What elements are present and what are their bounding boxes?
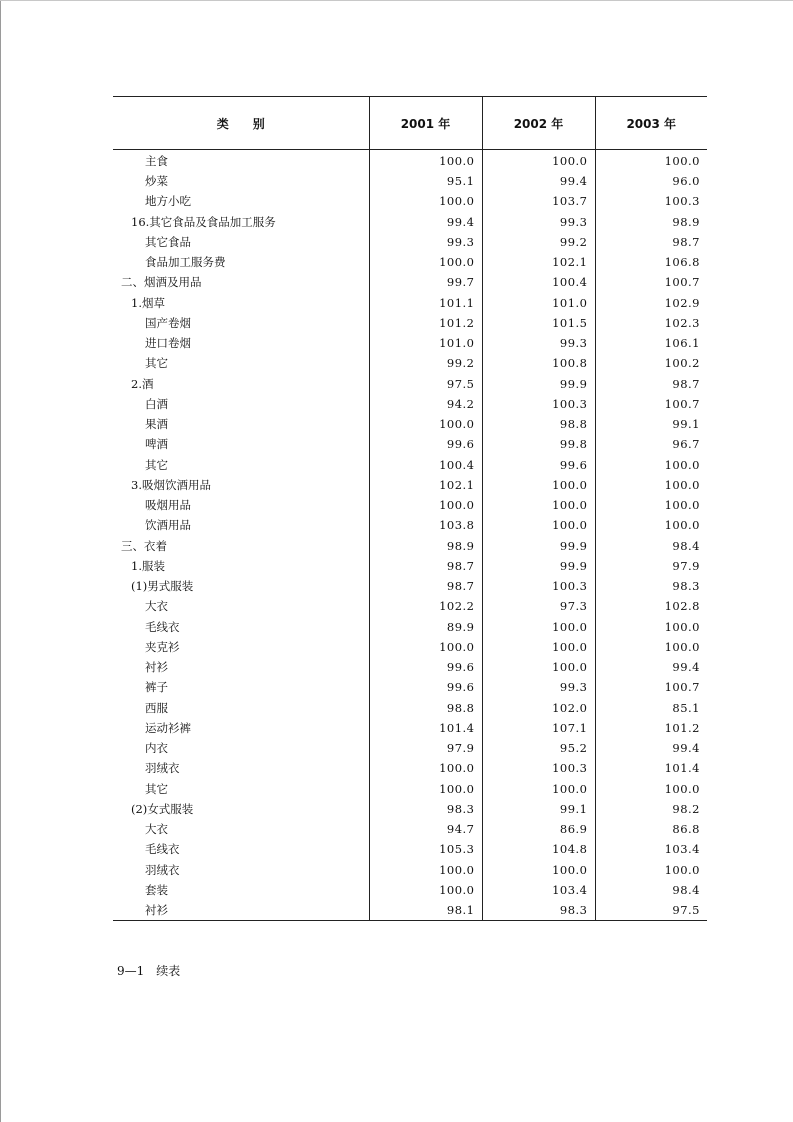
table-row — [113, 657, 707, 677]
row-category-label: 二、烟酒及用品 — [121, 275, 202, 290]
row-value-2001: 94.7 — [369, 819, 482, 839]
row-category-label: 大衣 — [145, 599, 168, 614]
row-category-label: 吸烟用品 — [145, 498, 191, 513]
row-value-2002: 99.9 — [482, 374, 595, 394]
row-value-2003: 106.8 — [595, 252, 707, 272]
row-value-2003: 102.3 — [595, 313, 707, 333]
row-value-2001: 102.1 — [369, 475, 482, 495]
row-value-2002: 100.0 — [482, 515, 595, 535]
table-row — [113, 779, 707, 799]
table-row — [113, 900, 707, 921]
row-category-label: 西服 — [145, 700, 168, 715]
row-value-2003: 100.0 — [595, 617, 707, 637]
row-value-2003: 98.9 — [595, 212, 707, 232]
table-row — [113, 637, 707, 657]
row-value-2003: 97.9 — [595, 556, 707, 576]
table-body — [113, 150, 707, 921]
row-value-2001: 101.0 — [369, 333, 482, 353]
row-value-2002: 99.4 — [482, 171, 595, 191]
row-value-2003: 100.7 — [595, 394, 707, 414]
row-value-2003: 96.7 — [595, 434, 707, 454]
header-year-2002: 2002 年 — [482, 97, 595, 150]
table-row — [113, 212, 707, 232]
row-value-2001: 100.0 — [369, 758, 482, 778]
row-value-2002: 99.1 — [482, 799, 595, 819]
table-row — [113, 738, 707, 758]
page-edge-left — [0, 0, 1, 1122]
row-category-label: 套装 — [145, 882, 168, 897]
row-value-2003: 98.2 — [595, 799, 707, 819]
row-value-2001: 100.0 — [369, 495, 482, 515]
row-category-label: (1)男式服装 — [131, 579, 194, 594]
table-row — [113, 232, 707, 252]
row-value-2001: 95.1 — [369, 171, 482, 191]
row-value-2003: 98.3 — [595, 576, 707, 596]
row-category-label: 羽绒衣 — [145, 862, 180, 877]
row-value-2003: 98.7 — [595, 232, 707, 252]
row-value-2001: 100.0 — [369, 252, 482, 272]
row-value-2003: 99.4 — [595, 738, 707, 758]
row-value-2002: 100.0 — [482, 779, 595, 799]
row-category-label: 1.烟草 — [131, 295, 165, 310]
row-value-2001: 98.8 — [369, 698, 482, 718]
row-category-label: 食品加工服务费 — [145, 255, 226, 270]
row-value-2002: 99.9 — [482, 536, 595, 556]
row-value-2001: 100.0 — [369, 191, 482, 211]
row-value-2001: 100.0 — [369, 779, 482, 799]
row-value-2002: 100.0 — [482, 637, 595, 657]
row-value-2002: 100.3 — [482, 758, 595, 778]
table-row — [113, 333, 707, 353]
table-row — [113, 839, 707, 859]
row-category-label: 1.服装 — [131, 558, 165, 573]
row-value-2001: 99.3 — [369, 232, 482, 252]
header-year-2001: 2001 年 — [369, 97, 482, 150]
row-category-label: 16.其它食品及食品加工服务 — [131, 214, 276, 229]
row-value-2001: 99.2 — [369, 353, 482, 373]
row-value-2001: 100.0 — [369, 880, 482, 900]
row-category-label: 国产卷烟 — [145, 315, 191, 330]
row-value-2003: 100.0 — [595, 779, 707, 799]
header-row — [113, 97, 707, 150]
row-category-label: 裤子 — [145, 680, 168, 695]
row-value-2002: 99.8 — [482, 434, 595, 454]
row-value-2003: 100.0 — [595, 637, 707, 657]
table-row — [113, 191, 707, 211]
header-category: 类别 — [113, 97, 369, 150]
row-value-2002: 101.5 — [482, 313, 595, 333]
table-row — [113, 475, 707, 495]
row-category-label: 三、衣着 — [121, 538, 167, 553]
row-value-2003: 100.0 — [595, 150, 707, 172]
table-row — [113, 252, 707, 272]
page-edge-top — [0, 0, 793, 1]
row-value-2003: 100.0 — [595, 860, 707, 880]
row-value-2001: 105.3 — [369, 839, 482, 859]
row-value-2002: 100.8 — [482, 353, 595, 373]
row-value-2001: 103.8 — [369, 515, 482, 535]
table-row — [113, 617, 707, 637]
row-category-label: 炒菜 — [145, 174, 168, 189]
row-value-2001: 100.0 — [369, 637, 482, 657]
table-row — [113, 677, 707, 697]
table-row — [113, 596, 707, 616]
row-value-2002: 102.0 — [482, 698, 595, 718]
row-value-2002: 100.0 — [482, 657, 595, 677]
row-value-2003: 100.0 — [595, 475, 707, 495]
row-value-2003: 102.8 — [595, 596, 707, 616]
row-value-2002: 99.6 — [482, 455, 595, 475]
row-value-2003: 101.4 — [595, 758, 707, 778]
row-category-label: 其它 — [145, 781, 168, 796]
row-value-2002: 86.9 — [482, 819, 595, 839]
row-value-2003: 100.7 — [595, 272, 707, 292]
row-category-label: 衬衫 — [113, 900, 369, 921]
row-category-label: 其它食品 — [145, 234, 191, 249]
row-value-2001: 101.4 — [369, 718, 482, 738]
row-value-2001: 100.4 — [369, 455, 482, 475]
row-value-2003: 99.4 — [595, 657, 707, 677]
row-value-2002: 100.4 — [482, 272, 595, 292]
row-value-2001: 99.4 — [369, 212, 482, 232]
row-value-2002: 100.0 — [482, 495, 595, 515]
row-value-2002: 98.3 — [482, 900, 595, 921]
table-row — [113, 353, 707, 373]
row-value-2003: 102.9 — [595, 293, 707, 313]
table-row — [113, 819, 707, 839]
row-value-2003: 96.0 — [595, 171, 707, 191]
row-category-label: 啤酒 — [145, 437, 168, 452]
row-category-label: 果酒 — [145, 417, 168, 432]
row-value-2002: 100.3 — [482, 576, 595, 596]
header-year-2003: 2003 年 — [595, 97, 707, 150]
table-continued-label: 9—1 续表 — [117, 964, 181, 978]
row-category-label: 衬衫 — [145, 660, 168, 675]
row-value-2002: 103.7 — [482, 191, 595, 211]
row-value-2001: 100.0 — [369, 414, 482, 434]
row-value-2001: 99.6 — [369, 434, 482, 454]
row-category-label: 进口卷烟 — [145, 336, 191, 351]
table-row — [113, 495, 707, 515]
row-value-2003: 101.2 — [595, 718, 707, 738]
row-value-2002: 102.1 — [482, 252, 595, 272]
row-value-2001: 98.3 — [369, 799, 482, 819]
row-value-2002: 99.3 — [482, 677, 595, 697]
row-value-2001: 101.1 — [369, 293, 482, 313]
table-row — [113, 455, 707, 475]
row-value-2001: 97.5 — [369, 374, 482, 394]
row-value-2002: 99.9 — [482, 556, 595, 576]
table-row — [113, 880, 707, 900]
table-row — [113, 293, 707, 313]
table-row — [113, 374, 707, 394]
row-value-2003: 100.0 — [595, 455, 707, 475]
table-row — [113, 434, 707, 454]
row-value-2003: 97.5 — [595, 900, 707, 921]
row-value-2002: 101.0 — [482, 293, 595, 313]
row-value-2002: 99.2 — [482, 232, 595, 252]
row-category-label: 饮酒用品 — [145, 518, 191, 533]
row-value-2002: 100.0 — [482, 475, 595, 495]
row-value-2001: 100.0 — [369, 860, 482, 880]
row-value-2002: 107.1 — [482, 718, 595, 738]
row-value-2001: 102.2 — [369, 596, 482, 616]
row-category-label: 夹克衫 — [145, 639, 180, 654]
row-value-2002: 100.0 — [482, 860, 595, 880]
row-value-2003: 98.4 — [595, 880, 707, 900]
row-category-label: 白酒 — [145, 396, 168, 411]
row-value-2003: 100.2 — [595, 353, 707, 373]
table-row — [113, 414, 707, 434]
row-value-2002: 100.3 — [482, 394, 595, 414]
table-row — [113, 758, 707, 778]
row-category-label: 毛线衣 — [145, 619, 180, 634]
table-row — [113, 536, 707, 556]
row-value-2002: 103.4 — [482, 880, 595, 900]
row-value-2001: 98.7 — [369, 556, 482, 576]
row-value-2001: 89.9 — [369, 617, 482, 637]
row-category-label: 主食 — [145, 154, 168, 168]
row-value-2003: 99.1 — [595, 414, 707, 434]
table-row — [113, 718, 707, 738]
row-value-2003: 100.3 — [595, 191, 707, 211]
row-value-2002: 98.8 — [482, 414, 595, 434]
table-row — [113, 860, 707, 880]
row-category-label: 毛线衣 — [145, 842, 180, 857]
row-value-2002: 100.0 — [482, 617, 595, 637]
row-value-2003: 103.4 — [595, 839, 707, 859]
row-category-label: 内衣 — [145, 741, 168, 756]
row-value-2003: 86.8 — [595, 819, 707, 839]
price-index-table-container — [113, 96, 707, 921]
row-category-label: 其它 — [145, 457, 168, 472]
row-category-label: 3.吸烟饮酒用品 — [131, 477, 211, 492]
table-row — [113, 394, 707, 414]
row-value-2001: 99.7 — [369, 272, 482, 292]
table-row — [113, 150, 707, 172]
row-value-2003: 98.7 — [595, 374, 707, 394]
row-value-2001: 98.7 — [369, 576, 482, 596]
row-category-label: 其它 — [145, 356, 168, 371]
price-index-table — [113, 96, 707, 921]
table-header — [113, 97, 707, 150]
row-value-2002: 95.2 — [482, 738, 595, 758]
table-row — [113, 556, 707, 576]
row-category-label: 2.酒 — [131, 376, 154, 391]
row-category-label: 地方小吃 — [145, 194, 191, 209]
row-value-2002: 100.0 — [482, 150, 595, 172]
row-value-2002: 99.3 — [482, 333, 595, 353]
row-category-label: 羽绒衣 — [145, 761, 180, 776]
row-value-2001: 98.1 — [369, 900, 482, 921]
row-value-2001: 97.9 — [369, 738, 482, 758]
row-value-2003: 106.1 — [595, 333, 707, 353]
table-row — [113, 515, 707, 535]
row-value-2001: 98.9 — [369, 536, 482, 556]
row-value-2002: 97.3 — [482, 596, 595, 616]
table-row — [113, 171, 707, 191]
table-row — [113, 272, 707, 292]
row-category-label: 运动衫裤 — [145, 720, 191, 735]
table-row — [113, 576, 707, 596]
row-value-2003: 98.4 — [595, 536, 707, 556]
row-value-2002: 104.8 — [482, 839, 595, 859]
row-value-2001: 99.6 — [369, 657, 482, 677]
row-value-2003: 85.1 — [595, 698, 707, 718]
row-value-2002: 99.3 — [482, 212, 595, 232]
table-row — [113, 698, 707, 718]
row-category-label: (2)女式服装 — [131, 801, 194, 816]
row-value-2001: 101.2 — [369, 313, 482, 333]
row-value-2001: 100.0 — [369, 150, 482, 172]
row-value-2003: 100.7 — [595, 677, 707, 697]
row-value-2001: 99.6 — [369, 677, 482, 697]
table-row — [113, 799, 707, 819]
table-row — [113, 313, 707, 333]
row-value-2003: 100.0 — [595, 495, 707, 515]
row-category-label: 大衣 — [145, 822, 168, 837]
row-value-2003: 100.0 — [595, 515, 707, 535]
row-value-2001: 94.2 — [369, 394, 482, 414]
